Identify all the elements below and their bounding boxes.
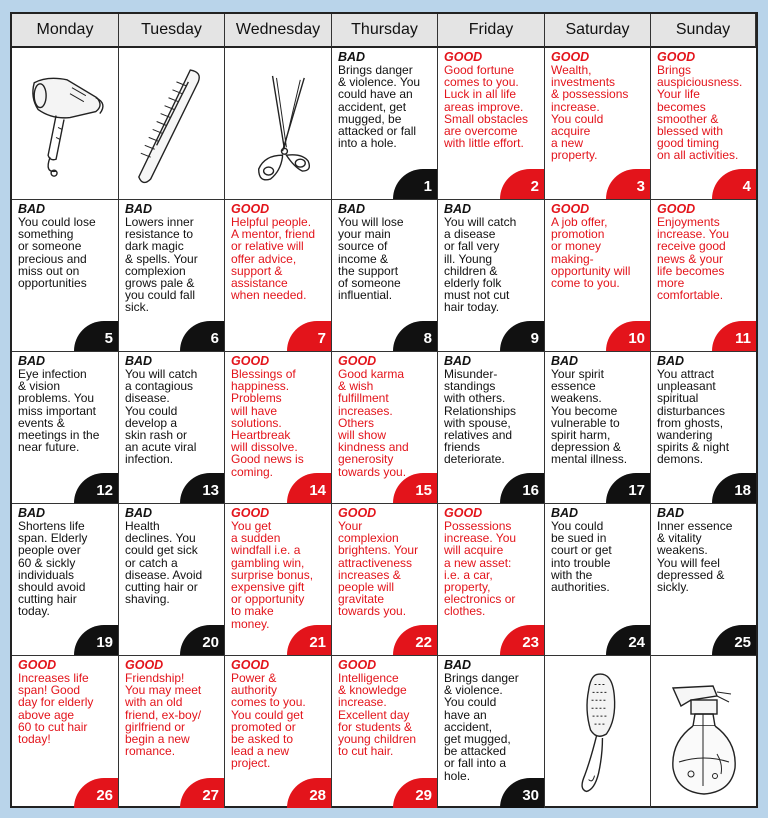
- day-description: Brings danger & violence. You could have an accident, get mugged, be attacked or fall into a hole.: [444, 671, 519, 783]
- comb-icon: [119, 48, 225, 200]
- day-cell-2: [438, 48, 545, 200]
- verdict-label: GOOD: [125, 658, 164, 672]
- day-cell-9: [438, 200, 545, 352]
- day-description: Your complexion brightens. Your attractiveness increases & people will gravitate towards you.: [338, 519, 419, 619]
- day-cell-23: [438, 504, 545, 656]
- day-cell-21: [225, 504, 332, 656]
- verdict-label: GOOD: [18, 658, 57, 672]
- verdict-label: GOOD: [338, 354, 377, 368]
- day-cell-24: [545, 504, 651, 656]
- day-description: Wealth, investments & possessions increase. You could acquire a new property.: [551, 63, 629, 163]
- day-description: Shortens life span. Elderly people over 60 & sickly individuals should avoid cutting hair today.: [18, 519, 88, 619]
- day-description: Eye infection & vision problems. You miss important events & meetings in the near future.: [18, 367, 100, 455]
- verdict-label: BAD: [338, 202, 366, 216]
- day-number-badge: 12: [74, 473, 118, 503]
- day-description: Your spirit essence weakens. You become vulnerable to spirit harm, depression & mental illness.: [551, 367, 628, 467]
- day-cell-4: [651, 48, 756, 200]
- day-cell-5: [12, 200, 119, 352]
- day-cell-1: [332, 48, 438, 200]
- day-number-badge: 28: [287, 778, 331, 808]
- day-cell-19: [12, 504, 119, 656]
- day-cell-15: [332, 352, 438, 504]
- verdict-label: BAD: [125, 354, 153, 368]
- verdict-label: GOOD: [231, 506, 270, 520]
- day-description: Lowers inner resistance to dark magic & spells. Your complexion grows pale & you could fall sick.: [125, 215, 198, 315]
- day-number-badge: 1: [393, 169, 437, 199]
- day-header-thursday: Thursday: [332, 14, 438, 48]
- day-cell-25: [651, 504, 756, 656]
- day-header-tuesday: Tuesday: [119, 14, 225, 48]
- day-description: Enjoyments increase. You receive good news & your life becomes more comfortable.: [657, 215, 730, 303]
- day-number-badge: 29: [393, 778, 437, 808]
- day-number-badge: 15: [393, 473, 437, 503]
- day-description: You will lose your main source of income & the support of someone influential.: [338, 215, 404, 303]
- day-number-badge: 19: [74, 625, 118, 655]
- day-number-badge: 30: [500, 778, 544, 808]
- day-cell-12: [12, 352, 119, 504]
- day-number-badge: 18: [712, 473, 756, 503]
- hair-dryer-icon: [12, 48, 119, 200]
- day-header-friday: Friday: [438, 14, 545, 48]
- day-cell-18: [651, 352, 756, 504]
- day-description: Good fortune comes to you. Luck in all life areas improve. Small obstacles are overcome with little effort.: [444, 63, 529, 151]
- day-cell-16: [438, 352, 545, 504]
- day-description: Misunder- standings with others. Relationships with spouse, relatives and friends deteriorate.: [444, 367, 517, 467]
- day-description: Friendship! You may meet with an old friend, ex-boy/ girlfriend or begin a new romance.: [125, 671, 202, 759]
- verdict-label: BAD: [657, 354, 685, 368]
- day-number-badge: 5: [74, 321, 118, 351]
- day-description: Inner essence & vitality weakens. You will feel depressed & sickly.: [657, 519, 733, 595]
- day-description: Helpful people. A mentor, friend or relative will offer advice, support & assistance when needed.: [231, 215, 316, 303]
- day-number-badge: 16: [500, 473, 544, 503]
- day-number-badge: 27: [180, 778, 224, 808]
- day-number-badge: 9: [500, 321, 544, 351]
- day-cell-29: [332, 656, 438, 808]
- verdict-label: BAD: [657, 506, 685, 520]
- verdict-label: BAD: [338, 50, 366, 64]
- day-number-badge: 10: [606, 321, 650, 351]
- day-cell-28: [225, 656, 332, 808]
- day-number-badge: 11: [712, 321, 756, 351]
- day-number-badge: 7: [287, 321, 331, 351]
- day-number-badge: 24: [606, 625, 650, 655]
- verdict-label: GOOD: [444, 50, 483, 64]
- day-number-badge: 13: [180, 473, 224, 503]
- day-description: Power & authority comes to you. You could get promoted or be asked to lead a new project.: [231, 671, 306, 771]
- day-cell-22: [332, 504, 438, 656]
- day-number-badge: 2: [500, 169, 544, 199]
- day-header-saturday: Saturday: [545, 14, 651, 48]
- verdict-label: GOOD: [231, 354, 270, 368]
- day-description: Brings danger & violence. You could have an accident, get mugged, be attacked or fall into a hole.: [338, 63, 421, 151]
- day-description: You could lose something or someone precious and miss out on opportunities: [18, 215, 96, 291]
- day-description: You get a sudden windfall i.e. a gambling win, surprise bonus, expensive gift or opportunity to make money.: [231, 519, 314, 631]
- spray-bottle-icon: [651, 656, 756, 808]
- day-number-badge: 6: [180, 321, 224, 351]
- verdict-label: BAD: [125, 506, 153, 520]
- day-number-badge: 22: [393, 625, 437, 655]
- day-number-badge: 23: [500, 625, 544, 655]
- verdict-label: GOOD: [231, 202, 270, 216]
- day-description: Possessions increase. You will acquire a new asset: i.e. a car, property, electronics or clothes.: [444, 519, 517, 619]
- day-number-badge: 20: [180, 625, 224, 655]
- verdict-label: GOOD: [231, 658, 270, 672]
- verdict-label: GOOD: [444, 506, 483, 520]
- hairbrush-icon: [545, 656, 651, 808]
- day-description: Intelligence & knowledge increase. Excellent day for students & young children to cut hair.: [338, 671, 417, 759]
- day-cell-26: [12, 656, 119, 808]
- day-number-badge: 21: [287, 625, 331, 655]
- verdict-label: BAD: [444, 202, 472, 216]
- verdict-label: BAD: [18, 202, 46, 216]
- verdict-label: GOOD: [657, 202, 696, 216]
- day-description: Good karma & wish fulfillment increases. Others will show kindness and generosity towards you.: [338, 367, 409, 479]
- day-description: You will catch a contagious disease. You could develop a skin rash or an acute viral infection.: [125, 367, 198, 467]
- day-number-badge: 26: [74, 778, 118, 808]
- verdict-label: BAD: [551, 354, 579, 368]
- verdict-label: BAD: [18, 354, 46, 368]
- day-cell-3: [545, 48, 651, 200]
- day-header-monday: Monday: [12, 14, 119, 48]
- verdict-label: GOOD: [657, 50, 696, 64]
- day-cell-30: [438, 656, 545, 808]
- scissors-icon: [225, 48, 332, 200]
- day-header-sunday: Sunday: [651, 14, 756, 48]
- day-cell-11: [651, 200, 756, 352]
- day-cell-20: [119, 504, 225, 656]
- verdict-label: BAD: [18, 506, 46, 520]
- day-description: You attract unpleasant spiritual disturbances from ghosts, wandering spirits & night demons.: [657, 367, 730, 467]
- day-description: A job offer, promotion or money making- opportunity will come to you.: [551, 215, 631, 291]
- day-number-badge: 17: [606, 473, 650, 503]
- verdict-label: GOOD: [551, 202, 590, 216]
- day-cell-10: [545, 200, 651, 352]
- verdict-label: GOOD: [551, 50, 590, 64]
- day-description: You could be sued in court or get into trouble with the authorities.: [551, 519, 612, 595]
- day-description: Increases life span! Good day for elderly above age 60 to cut hair today!: [18, 671, 94, 747]
- day-description: Blessings of happiness. Problems will have solutions. Heartbreak will dissolve. Good news is coming.: [231, 367, 304, 479]
- day-cell-17: [545, 352, 651, 504]
- day-cell-8: [332, 200, 438, 352]
- day-number-badge: 3: [606, 169, 650, 199]
- day-cell-6: [119, 200, 225, 352]
- day-cell-27: [119, 656, 225, 808]
- day-cell-13: [119, 352, 225, 504]
- day-number-badge: 25: [712, 625, 756, 655]
- calendar-grid: [10, 12, 758, 808]
- day-description: Brings auspiciousness. Your life becomes smoother & blessed with good timing on all activities.: [657, 63, 743, 163]
- day-number-badge: 8: [393, 321, 437, 351]
- day-description: You will catch a disease or fall very ill. Young children & elderly folk must not cut hair today.: [444, 215, 517, 315]
- day-number-badge: 4: [712, 169, 756, 199]
- verdict-label: BAD: [551, 506, 579, 520]
- day-description: Health declines. You could get sick or catch a disease. Avoid cutting hair or shaving.: [125, 519, 203, 607]
- verdict-label: GOOD: [338, 506, 377, 520]
- verdict-label: BAD: [444, 354, 472, 368]
- day-cell-7: [225, 200, 332, 352]
- day-header-wednesday: Wednesday: [225, 14, 332, 48]
- verdict-label: BAD: [125, 202, 153, 216]
- verdict-label: GOOD: [338, 658, 377, 672]
- verdict-label: BAD: [444, 658, 472, 672]
- day-number-badge: 14: [287, 473, 331, 503]
- day-cell-14: [225, 352, 332, 504]
